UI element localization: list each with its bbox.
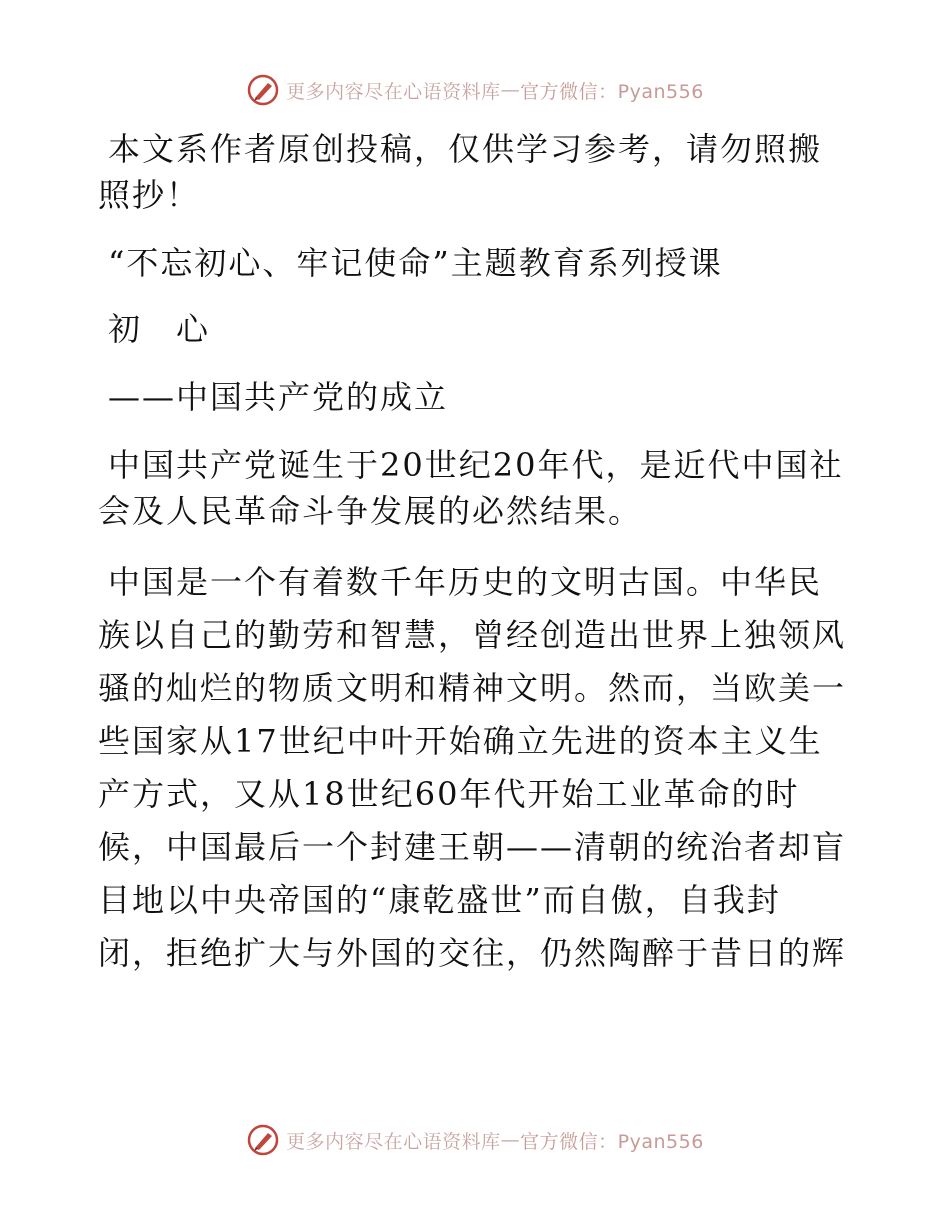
text-line: 本文系作者原创投稿，仅供学习参考，请勿照搬 [108, 130, 823, 168]
text-line: 骚的灿烂的物质文明和精神文明。然而，当欧美一 [98, 669, 847, 707]
text-line: 会及人民革命斗争发展的必然结果。 [98, 492, 643, 530]
lesson-subtitle [0, 374, 950, 420]
notice-paragraph [0, 126, 950, 218]
footer-watermark [0, 1120, 950, 1160]
pen-logo-icon [246, 73, 280, 107]
text-line: 初 心 [108, 310, 211, 348]
header-watermark [0, 70, 950, 110]
text-line: 产方式，又从18世纪60年代开始工业革命的时 [98, 775, 800, 813]
text-line: 些国家从17世纪中叶开始确立先进的资本主义生 [98, 722, 823, 760]
text-line: 族以自己的勤劳和智慧，曾经创造出世界上独领风 [98, 616, 847, 654]
document-body [0, 120, 950, 980]
watermark-contact: 官方微信：Pyan556 [520, 1130, 704, 1153]
watermark-dash: — [500, 79, 521, 101]
watermark-contact: 官方微信：Pyan556 [520, 80, 704, 103]
body-paragraph [0, 556, 950, 980]
text-line: 目地以中央帝国的“康乾盛世”而自傲，自我封 [98, 881, 781, 919]
text-line: ——中国共产党的成立 [108, 378, 449, 416]
lesson-title [0, 306, 950, 352]
series-title [0, 240, 950, 286]
watermark-text: 更多内容尽在心语资料库 [286, 80, 501, 103]
watermark-text: 更多内容尽在心语资料库 [286, 1130, 501, 1153]
text-line: 中国共产党诞生于20世纪20年代，是近代中国社 [108, 446, 844, 484]
watermark-dash: — [500, 1129, 521, 1151]
body-paragraph [0, 442, 950, 534]
pen-logo-icon [246, 1123, 280, 1157]
text-line: “不忘初心、牢记使命”主题教育系列授课 [108, 244, 723, 282]
text-line: 中国是一个有着数千年历史的文明古国。中华民 [108, 563, 823, 601]
text-line: 候，中国最后一个封建王朝——清朝的统治者却盲 [98, 828, 847, 866]
text-line: 照抄！ [98, 176, 201, 214]
text-line: 闭，拒绝扩大与外国的交往，仍然陶醉于昔日的辉 [98, 934, 847, 972]
